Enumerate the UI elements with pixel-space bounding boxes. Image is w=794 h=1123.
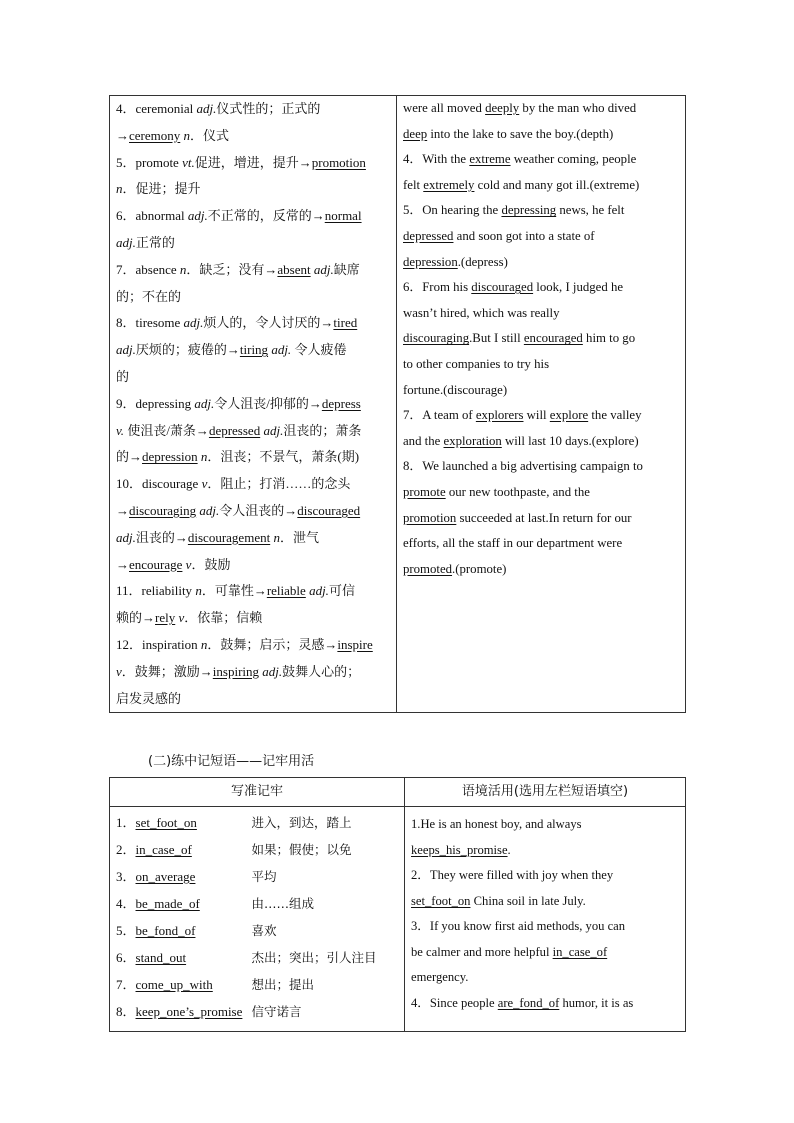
answer-blank: depression: [142, 449, 198, 465]
word-family-line: 的→depression n．沮丧；不景气，萧条(期): [116, 449, 360, 465]
context-sentence-list: [403, 96, 680, 582]
context-sentence-line: efforts, all the staff in our department were: [403, 536, 623, 551]
part-of-speech: v.: [116, 422, 125, 438]
section-title: (二)练中记短语——记牢用活: [148, 754, 315, 769]
phrase-meaning: 如果；假使；以免: [251, 842, 352, 857]
word-family-line: →discouraging adj.令人沮丧的→discouraged: [116, 502, 361, 518]
context-sentence-column: [397, 96, 686, 713]
phrase-text: set_foot_on: [135, 815, 197, 830]
phrase-sentence-line: 3．If you know first aid methods, you can: [411, 919, 626, 933]
word-family-line: 的: [116, 368, 130, 384]
word-family-line: →ceremony n．仪式: [116, 127, 230, 143]
phrase-table: [109, 777, 686, 1032]
word-family-line: adj.沮丧的→discouragement n．泄气: [116, 529, 319, 545]
word-family-line: adj.厌烦的；疲倦的→tiring adj. 令人疲倦: [116, 342, 347, 358]
phrase-sentence-line: set_foot_on China soil in late July.: [411, 893, 586, 908]
phrase-sentence-line: 1.He is an honest boy, and always: [411, 817, 582, 831]
answer-blank: reliable: [266, 583, 306, 599]
header-apply: 语境活用(选用左栏短语填空): [405, 778, 686, 807]
context-sentence-line: 7．A team of explorers will explore the valley: [403, 408, 642, 423]
phrase-number: 1．: [116, 815, 136, 830]
part-of-speech: adj.: [196, 101, 217, 116]
part-of-speech: adj.: [309, 583, 329, 599]
word-family-list: [116, 96, 391, 712]
header-memorize: 写准记牢: [110, 778, 405, 807]
answer-blank: depress: [321, 395, 361, 411]
word-family-line: v. 使沮丧/萧条→depressed adj.沮丧的；萧条: [116, 422, 362, 438]
phrase-text: on_average: [135, 869, 196, 884]
answer-blank: discouragement: [187, 529, 271, 545]
answer-blank: are_fond_of: [497, 995, 560, 1010]
part-of-speech: adj.: [262, 663, 283, 679]
answer-blank: discouraged: [471, 280, 534, 295]
answer-blank: tired: [333, 315, 358, 331]
phrase-number: 6．: [116, 950, 136, 965]
context-sentence-line: promote our new toothpaste, and the: [403, 484, 590, 499]
word-family-line: 12．inspiration n．鼓舞；启示；灵感→inspire: [116, 636, 373, 652]
answer-blank: deep: [403, 126, 428, 141]
answer-blank: normal: [324, 208, 362, 224]
answer-blank: in_case_of: [552, 944, 608, 959]
part-of-speech: adj.: [187, 208, 208, 224]
word-family-line: →encourage v．鼓励: [116, 556, 231, 572]
part-of-speech: n: [273, 529, 280, 545]
phrase-text: stand_out: [135, 950, 187, 965]
answer-blank: rely: [155, 610, 176, 626]
answer-blank: discouraged: [297, 502, 361, 518]
answer-blank: inspire: [337, 636, 373, 652]
part-of-speech: adj.: [116, 234, 136, 250]
answer-blank: explorers: [475, 408, 524, 423]
word-family-line: 4．ceremonial adj.仪式性的；正式的: [116, 101, 321, 116]
phrase-number: 3．: [116, 869, 136, 884]
part-of-speech: adj.: [116, 342, 136, 358]
answer-blank: absent: [277, 261, 311, 277]
phrase-sentence-line: be calmer and more helpful in_case_of: [411, 944, 608, 959]
word-family-line: 赖的→rely v．依靠；信赖: [116, 610, 263, 626]
part-of-speech: n: [195, 583, 202, 599]
phrase-number: 7．: [116, 977, 136, 992]
part-of-speech: n: [179, 261, 187, 277]
phrase-number: 5．: [116, 923, 136, 938]
context-sentence-line: 8．We launched a big advertising campaign to: [403, 459, 643, 474]
answer-blank: promotion: [311, 154, 366, 170]
phrase-item: [116, 998, 398, 1025]
answer-blank: exploration: [443, 433, 502, 448]
context-sentence-line: were all moved deeply by the man who dived: [403, 101, 637, 115]
phrase-number: 4．: [116, 896, 136, 911]
context-sentence-line: promoted.(promote): [403, 561, 507, 576]
word-family-line: 6．abnormal adj.不正常的，反常的→normal: [116, 208, 362, 224]
context-sentence-line: discouraging.But I still encouraged him to go: [403, 331, 636, 346]
part-of-speech: adj.: [194, 395, 215, 411]
word-family-line: adj.正常的: [116, 234, 175, 250]
part-of-speech: v: [116, 663, 122, 679]
part-of-speech: v: [178, 610, 185, 626]
answer-blank: discouraging: [129, 502, 197, 518]
answer-blank: depressed: [403, 228, 454, 243]
phrase-meaning: 想出；提出: [251, 977, 315, 992]
answer-blank: promoted: [403, 561, 453, 576]
phrase-text: keep_one’s_promise: [135, 1004, 243, 1019]
phrase-item: [116, 917, 398, 944]
phrase-table-body: [110, 807, 686, 1032]
context-sentence-line: wasn’t hired, which was really: [403, 305, 560, 320]
phrase-sentence-column: [405, 807, 686, 1032]
part-of-speech: adj.: [263, 422, 284, 438]
answer-blank: keeps_his_promise: [411, 842, 508, 857]
phrase-sentence-list: [411, 812, 679, 1016]
answer-blank: deeply: [485, 101, 520, 115]
part-of-speech: n: [200, 449, 208, 465]
context-sentence-line: 4．With the extreme weather coming, people: [403, 152, 637, 167]
phrase-item: [116, 863, 398, 890]
phrase-item: [116, 836, 398, 863]
part-of-speech: adj.: [199, 502, 220, 518]
answer-blank: set_foot_on: [411, 893, 471, 908]
context-sentence-line: 5．On hearing the depressing news, he felt: [403, 203, 625, 218]
phrase-meaning: 杰出；突出；引人注目: [251, 950, 377, 965]
answer-blank: extremely: [423, 177, 475, 192]
part-of-speech: n: [200, 636, 208, 652]
answer-blank: depression: [403, 254, 458, 269]
context-sentence-line: felt extremely cold and many got ill.(extreme): [403, 177, 640, 192]
answer-blank: promote: [403, 484, 446, 499]
phrase-meaning: 喜欢: [251, 923, 277, 938]
part-of-speech: adj.: [116, 529, 136, 545]
word-family-line: 8．tiresome adj.烦人的，令人讨厌的→tired: [116, 315, 358, 331]
answer-blank: discouraging: [403, 331, 470, 346]
phrase-sentence-line: emergency.: [411, 970, 469, 984]
answer-blank: promotion: [403, 510, 457, 525]
answer-blank: extreme: [469, 152, 511, 167]
part-of-speech: adj.: [271, 342, 292, 358]
phrase-item: [116, 971, 398, 998]
vocabulary-table: [109, 95, 686, 713]
context-sentence-line: deep into the lake to save the boy.(depth): [403, 126, 614, 141]
context-sentence-line: depression.(depress): [403, 254, 508, 269]
phrase-meaning: 平均: [251, 869, 277, 884]
word-family-line: 7．absence n．缺乏；没有→absent adj.缺席: [116, 261, 360, 277]
part-of-speech: vt.: [182, 154, 195, 170]
context-sentence-line: depressed and soon got into a state of: [403, 228, 595, 243]
part-of-speech: adj.: [183, 315, 204, 331]
answer-blank: inspiring: [212, 663, 260, 679]
phrase-text: be_made_of: [135, 896, 200, 911]
phrase-item: [116, 809, 398, 836]
word-family-line: 启发灵感的: [116, 690, 182, 706]
phrase-number: 8．: [116, 1004, 136, 1019]
context-sentence-line: to other companies to try his: [403, 356, 550, 371]
phrase-list-column: [110, 807, 405, 1032]
word-family-line: 9．depressing adj.令人沮丧/抑郁的→depress: [116, 395, 361, 411]
answer-blank: depressed: [208, 422, 261, 438]
phrase-text: come_up_with: [135, 977, 213, 992]
part-of-speech: n: [183, 127, 191, 143]
word-family-line: n．促进；提升: [116, 181, 201, 197]
phrase-meaning: 信守诺言: [251, 1004, 302, 1019]
word-family-line: 5．promote vt.促进，增进，提升→promotion: [116, 154, 366, 170]
part-of-speech: v: [201, 476, 208, 492]
part-of-speech: n: [116, 181, 123, 197]
context-sentence-line: promotion succeeded at last.In return for our: [403, 510, 632, 525]
word-family-line: 的；不在的: [116, 288, 182, 304]
phrase-sentence-line: keeps_his_promise.: [411, 842, 511, 857]
context-sentence-line: 6．From his discouraged look, I judged he: [403, 280, 624, 295]
part-of-speech: adj.: [313, 261, 334, 277]
answer-blank: ceremony: [129, 127, 181, 143]
answer-blank: depressing: [501, 203, 557, 218]
phrase-text: in_case_of: [135, 842, 192, 857]
word-family-column: [110, 96, 397, 713]
answer-blank: encourage: [129, 556, 183, 572]
phrase-meaning: 进入，到达，踏上: [251, 815, 352, 830]
answer-blank: encouraged: [523, 331, 583, 346]
phrase-text: be_fond_of: [135, 923, 196, 938]
answer-blank: explore: [549, 408, 589, 423]
word-family-line: 10．discourage v．阻止；打消……的念头: [116, 476, 351, 492]
context-sentence-line: and the exploration will last 10 days.(explore): [403, 433, 639, 448]
phrase-number: 2．: [116, 842, 136, 857]
word-family-line: 11．reliability n．可靠性→reliable adj.可信: [116, 583, 355, 599]
phrase-table-header: [110, 778, 686, 807]
part-of-speech: v: [185, 556, 192, 572]
context-sentence-line: fortune.(discourage): [403, 382, 508, 397]
phrase-item: [116, 890, 398, 917]
phrase-item: [116, 944, 398, 971]
phrase-meaning: 由……组成: [251, 896, 315, 911]
word-family-line: v．鼓舞；激励→inspiring adj.鼓舞人心的；: [116, 663, 361, 679]
phrase-list: [116, 809, 398, 1025]
answer-blank: tiring: [239, 342, 269, 358]
phrase-sentence-line: 4．Since people are_fond_of humor, it is as: [411, 995, 634, 1010]
phrase-sentence-line: 2．They were filled with joy when they: [411, 868, 614, 882]
vocabulary-row: [110, 96, 686, 713]
